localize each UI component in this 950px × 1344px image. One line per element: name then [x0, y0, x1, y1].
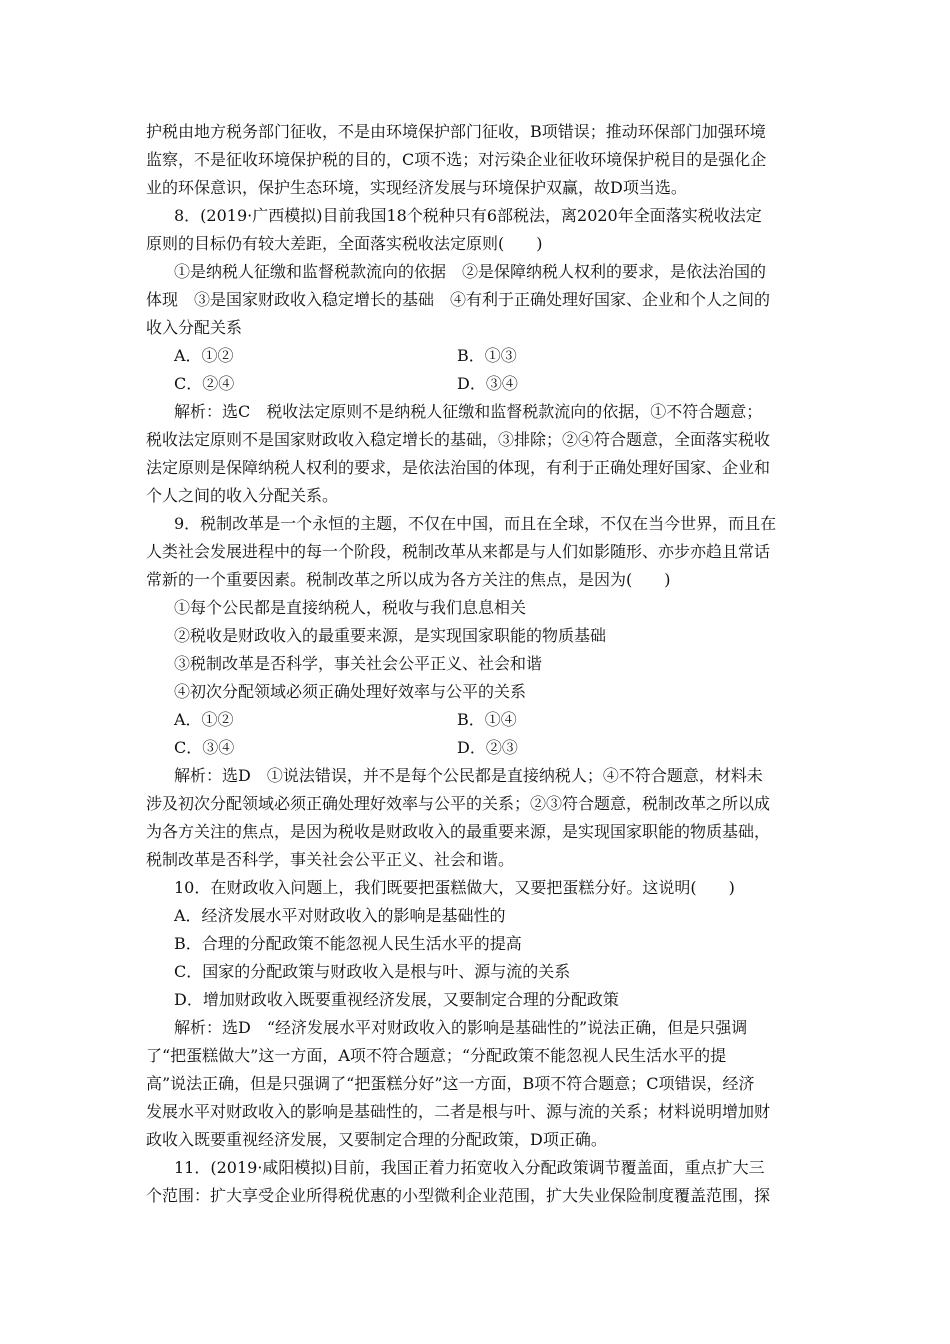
- analysis-line: 解析：选D “经济发展水平对财政收入的影响是基础性的”说法正确，但是只强调: [174, 1018, 748, 1037]
- question-stem: 个范围：扩大享受企业所得税优惠的小型微利企业范围，扩大失业保险制度覆盖范围，探: [146, 1186, 771, 1205]
- option-a: A．①②: [174, 710, 234, 729]
- analysis-line: 为各方关注的焦点，是因为税收是财政收入的最重要来源，是实现国家职能的物质基础，: [146, 822, 771, 841]
- question-stem: 常新的一个重要因素。税制改革之所以成为各方关注的焦点，是因为( ): [146, 570, 671, 589]
- question-stem: 9．税制改革是一个永恒的主题，不仅在中国，而且在全球，不仅在当今世界，而且在: [174, 514, 777, 533]
- analysis-line: 了“把蛋糕做大”这一方面，A项不符合题意；“分配政策不能忽视人民生活水平的提: [146, 1046, 727, 1065]
- statement-line: ①是纳税人征缴和监督税款流向的依据 ②是保障纳税人权利的要求，是依法治国的: [174, 262, 767, 281]
- text-line: 业的环保意识，保护生态环境，实现经济发展与环境保护双赢，故D项当选。: [146, 178, 687, 197]
- choice-c: C．国家的分配政策与财政收入是根与叶、源与流的关系: [174, 962, 571, 981]
- question-stem: 原则的目标仍有较大差距，全面落实税收法定原则( ): [146, 234, 543, 253]
- option-b: B．①④: [457, 710, 517, 729]
- option-b: B．①③: [457, 346, 517, 365]
- option-d: D．③④: [457, 374, 518, 393]
- analysis-line: 高”说法正确，但是只强调了“把蛋糕分好”这一方面，B项不符合题意；C项错误，经济: [146, 1074, 755, 1093]
- analysis-line: 法定原则是保障纳税人权利的要求，是依法治国的体现，有利于正确处理好国家、企业和: [146, 458, 771, 477]
- statement-line: ②税收是财政收入的最重要来源，是实现国家职能的物质基础: [174, 626, 607, 645]
- option-a: A．①②: [174, 346, 234, 365]
- analysis-line: 发展水平对财政收入的影响是基础性的，二者是根与叶、源与流的关系；材料说明增加财: [146, 1102, 771, 1121]
- question-stem: 人类社会发展进程中的每一个阶段，税制改革从来都是与人们如影随形、亦步亦趋且常话: [146, 542, 771, 561]
- statement-line: ④初次分配领域必须正确处理好效率与公平的关系: [174, 682, 527, 701]
- question-stem: 10．在财政收入问题上，我们既要把蛋糕做大，又要把蛋糕分好。这说明( ): [174, 878, 735, 897]
- choice-a: A．经济发展水平对财政收入的影响是基础性的: [174, 906, 506, 925]
- question-stem: 8．(2019·广西模拟)目前我国18个税种只有6部税法，离2020年全面落实税收法定: [174, 206, 762, 225]
- statement-line: ③税制改革是否科学，事关社会公平正义、社会和谐: [174, 654, 543, 673]
- option-d: D．②③: [457, 738, 518, 757]
- choice-b: B．合理的分配政策不能忽视人民生活水平的提高: [174, 934, 522, 953]
- statement-line: ①每个公民都是直接纳税人，税收与我们息息相关: [174, 598, 527, 617]
- document-page: [146, 118, 810, 1210]
- options-row: [146, 734, 810, 762]
- analysis-line: 涉及初次分配领域必须正确处理好效率与公平的关系；②③符合题意，税制改革之所以成: [146, 794, 771, 813]
- analysis-line: 税制改革是否科学，事关社会公平正义、社会和谐。: [146, 850, 515, 869]
- option-c: C．②④: [174, 374, 235, 393]
- text-line: 护税由地方税务部门征收，不是由环境保护部门征收，B项错误；推动环保部门加强环境: [146, 122, 766, 141]
- question-11: [146, 1154, 810, 1210]
- analysis-line: 政收入既要重视经济发展，又要制定合理的分配政策，D项正确。: [146, 1130, 607, 1149]
- options-row: [146, 370, 810, 398]
- question-10: [146, 874, 810, 1154]
- choice-d: D．增加财政收入既要重视经济发展，又要制定合理的分配政策: [174, 990, 619, 1009]
- analysis-line: 解析：选D ①说法错误，并不是每个公民都是直接纳税人；④不符合题意，材料未: [174, 766, 763, 785]
- question-9: [146, 510, 810, 874]
- previous-answer-continuation: [146, 118, 810, 202]
- options-row: [146, 706, 810, 734]
- analysis-line: 个人之间的收入分配关系。: [146, 486, 339, 505]
- question-stem: 11．(2019·咸阳模拟)目前，我国正着力拓宽收入分配政策调节覆盖面，重点扩大三: [174, 1158, 765, 1177]
- analysis-line: 解析：选C 税收法定原则不是纳税人征缴和监督税款流向的依据，①不符合题意；: [174, 402, 763, 421]
- analysis-line: 税收法定原则不是国家财政收入稳定增长的基础，③排除；②④符合题意，全面落实税收: [146, 430, 771, 449]
- options-row: [146, 342, 810, 370]
- option-c: C．③④: [174, 738, 235, 757]
- question-8: [146, 202, 810, 510]
- statement-line: 收入分配关系: [146, 318, 243, 337]
- statement-line: 体现 ③是国家财政收入稳定增长的基础 ④有利于正确处理好国家、企业和个人之间的: [146, 290, 771, 309]
- text-line: 监察，不是征收环境保护税的目的，C项不选；对污染企业征收环境保护税目的是强化企: [146, 150, 767, 169]
